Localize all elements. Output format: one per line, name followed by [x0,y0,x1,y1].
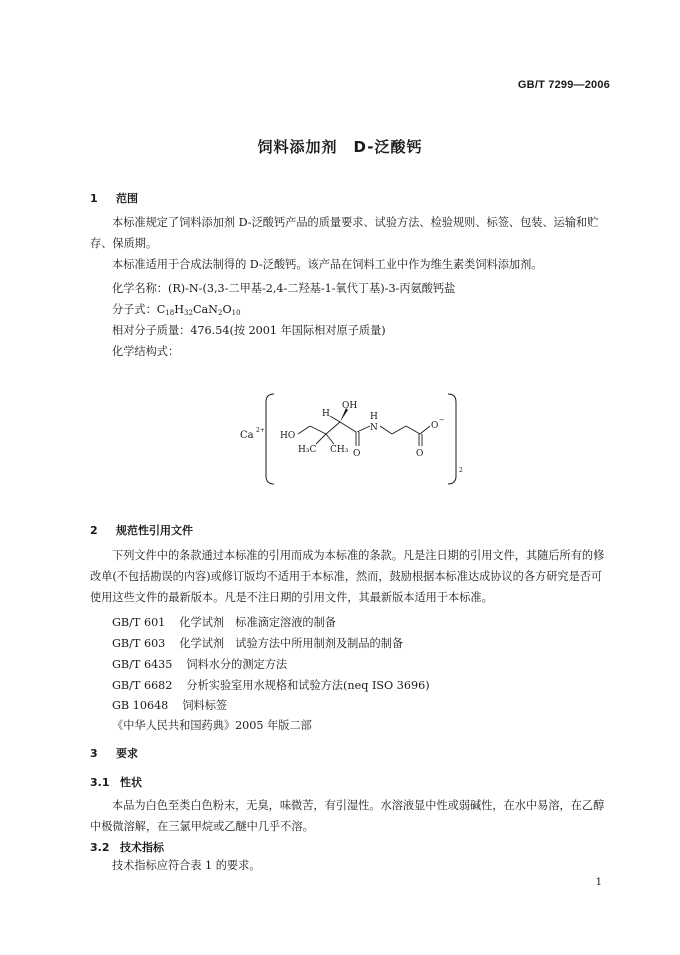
molecular-formula-line [112,302,241,321]
section-title: 规范性引用文件 [116,524,193,537]
carboxyl-oxygen-label: O [416,449,424,459]
bonds [298,416,430,446]
technical-indicators-paragraph: 技术指标应符合表 1 的要求。 [112,859,261,872]
carboxylate-charge: − [439,416,445,424]
right-bracket [448,394,456,484]
reference-title: 化学试剂 试验方法中所用制剂及制品的制备 [179,637,404,650]
properties-paragraph: 本品为白色至类白色粉末，无臭，味微苦，有引湿性。水溶液显中性或弱碱性，在水中易溶，在乙醇中极微溶解，在三氯甲烷或乙醚中几乎不溶。 [90,799,605,833]
section-heading-3 [90,745,138,761]
standard-number: GB/T 7299—2006 [517,79,610,91]
stereo-h-label: H [322,409,330,419]
reference-item [112,614,336,630]
bracket-subscript: 2 [459,467,463,474]
formula-o-count: 10 [231,309,241,317]
section-number: 3 [90,747,98,760]
reference-code: GB/T 6435 [112,658,173,671]
amide-oxygen-label: O [353,449,361,459]
section-title: 技术指标 [120,841,164,854]
page-number: 1 [595,877,602,888]
formula-label: 分子式： [112,303,157,316]
formula-n-count: 2 [217,309,223,317]
reference-title: 饲料标签 [182,699,228,712]
formula-can: CaN [192,303,218,316]
section-number: 3.2 [90,841,110,854]
carboxylate-o-label: O [431,421,439,431]
formula-h: H [174,303,185,316]
pharmacopoeia-reference: 《中华人民共和国药典》2005 年版二部 [112,719,312,732]
section-title: 要求 [116,747,138,760]
reference-item [112,697,227,713]
formula-o: O [222,303,232,316]
section-heading-2 [90,522,193,538]
section-heading-3-1 [90,774,142,790]
hydroxyl-label: HO [280,431,296,441]
reference-title: 饲料水分的测定方法 [186,658,288,671]
section-heading-1 [90,190,138,206]
reference-item [112,635,403,651]
methyl-right-label: CH₃ [330,445,349,455]
reference-code: GB 10648 [112,699,169,712]
reference-item [112,656,287,672]
chemical-name-label: 化学名称： [112,282,168,295]
reference-code: GB/T 603 [112,637,166,650]
document-title: 饲料添加剂 D-泛酸钙 [257,138,423,156]
formula-h-count: 32 [184,309,193,317]
hydroxyl-top-label: OH [342,401,358,411]
section-number: 2 [90,524,98,537]
scope-paragraph-1: 本标准规定了饲料添加剂 D-泛酸钙产品的质量要求、试验方法、检验规则、标签、包装、运输和贮存、保质期。 [90,216,599,250]
reference-item [112,677,430,693]
reference-title: 化学试剂 标准滴定溶液的制备 [179,616,336,629]
amide-h-label: H [370,412,378,422]
references-intro: 下列文件中的条款通过本标准的引用而成为本标准的条款。凡是注日期的引用文件，其随后所有的修改单(不包括勘误的内容)或修订版均不适用于本标准，然而，鼓励根据本标准达成协议的各方研究是否可使用这些文件的最新版本。凡是不注日期的引用文件，其最新版本适用于本标准。 [90,549,605,604]
methyl-left-label: H₃C [298,445,317,455]
reference-title: 分析实验室用水规格和试验方法(neq ISO 3696) [186,679,430,692]
section-heading-3-2 [90,839,164,855]
chemical-name-line [112,281,455,297]
formula-c: C [156,303,166,316]
section-number: 1 [90,192,98,205]
molecular-mass-line: 相对分子质量：476.54(按 2001 年国际相对原子质量) [112,324,386,337]
left-bracket [266,394,274,484]
section-number: 3.1 [90,776,110,789]
section-title: 性状 [120,776,142,789]
structure-label: 化学结构式： [112,345,180,358]
reference-code: GB/T 6682 [112,679,173,692]
reference-code: GB/T 601 [112,616,166,629]
calcium-symbol: Ca [240,430,254,441]
section-title: 范围 [116,192,138,205]
calcium-charge: 2+ [256,427,265,434]
chemical-structure-diagram [230,386,470,492]
scope-paragraph-2: 本标准适用于合成法制得的 D-泛酸钙。该产品在饲料工业中作为维生素类饲料添加剂。 [112,258,543,271]
formula-c-count: 18 [165,309,175,317]
amide-n-label: N [370,423,378,433]
chemical-name: (R)-N-(3,3-二甲基-2,4-二羟基-1-氧代丁基)-3-丙氨酸钙盐 [167,282,456,295]
